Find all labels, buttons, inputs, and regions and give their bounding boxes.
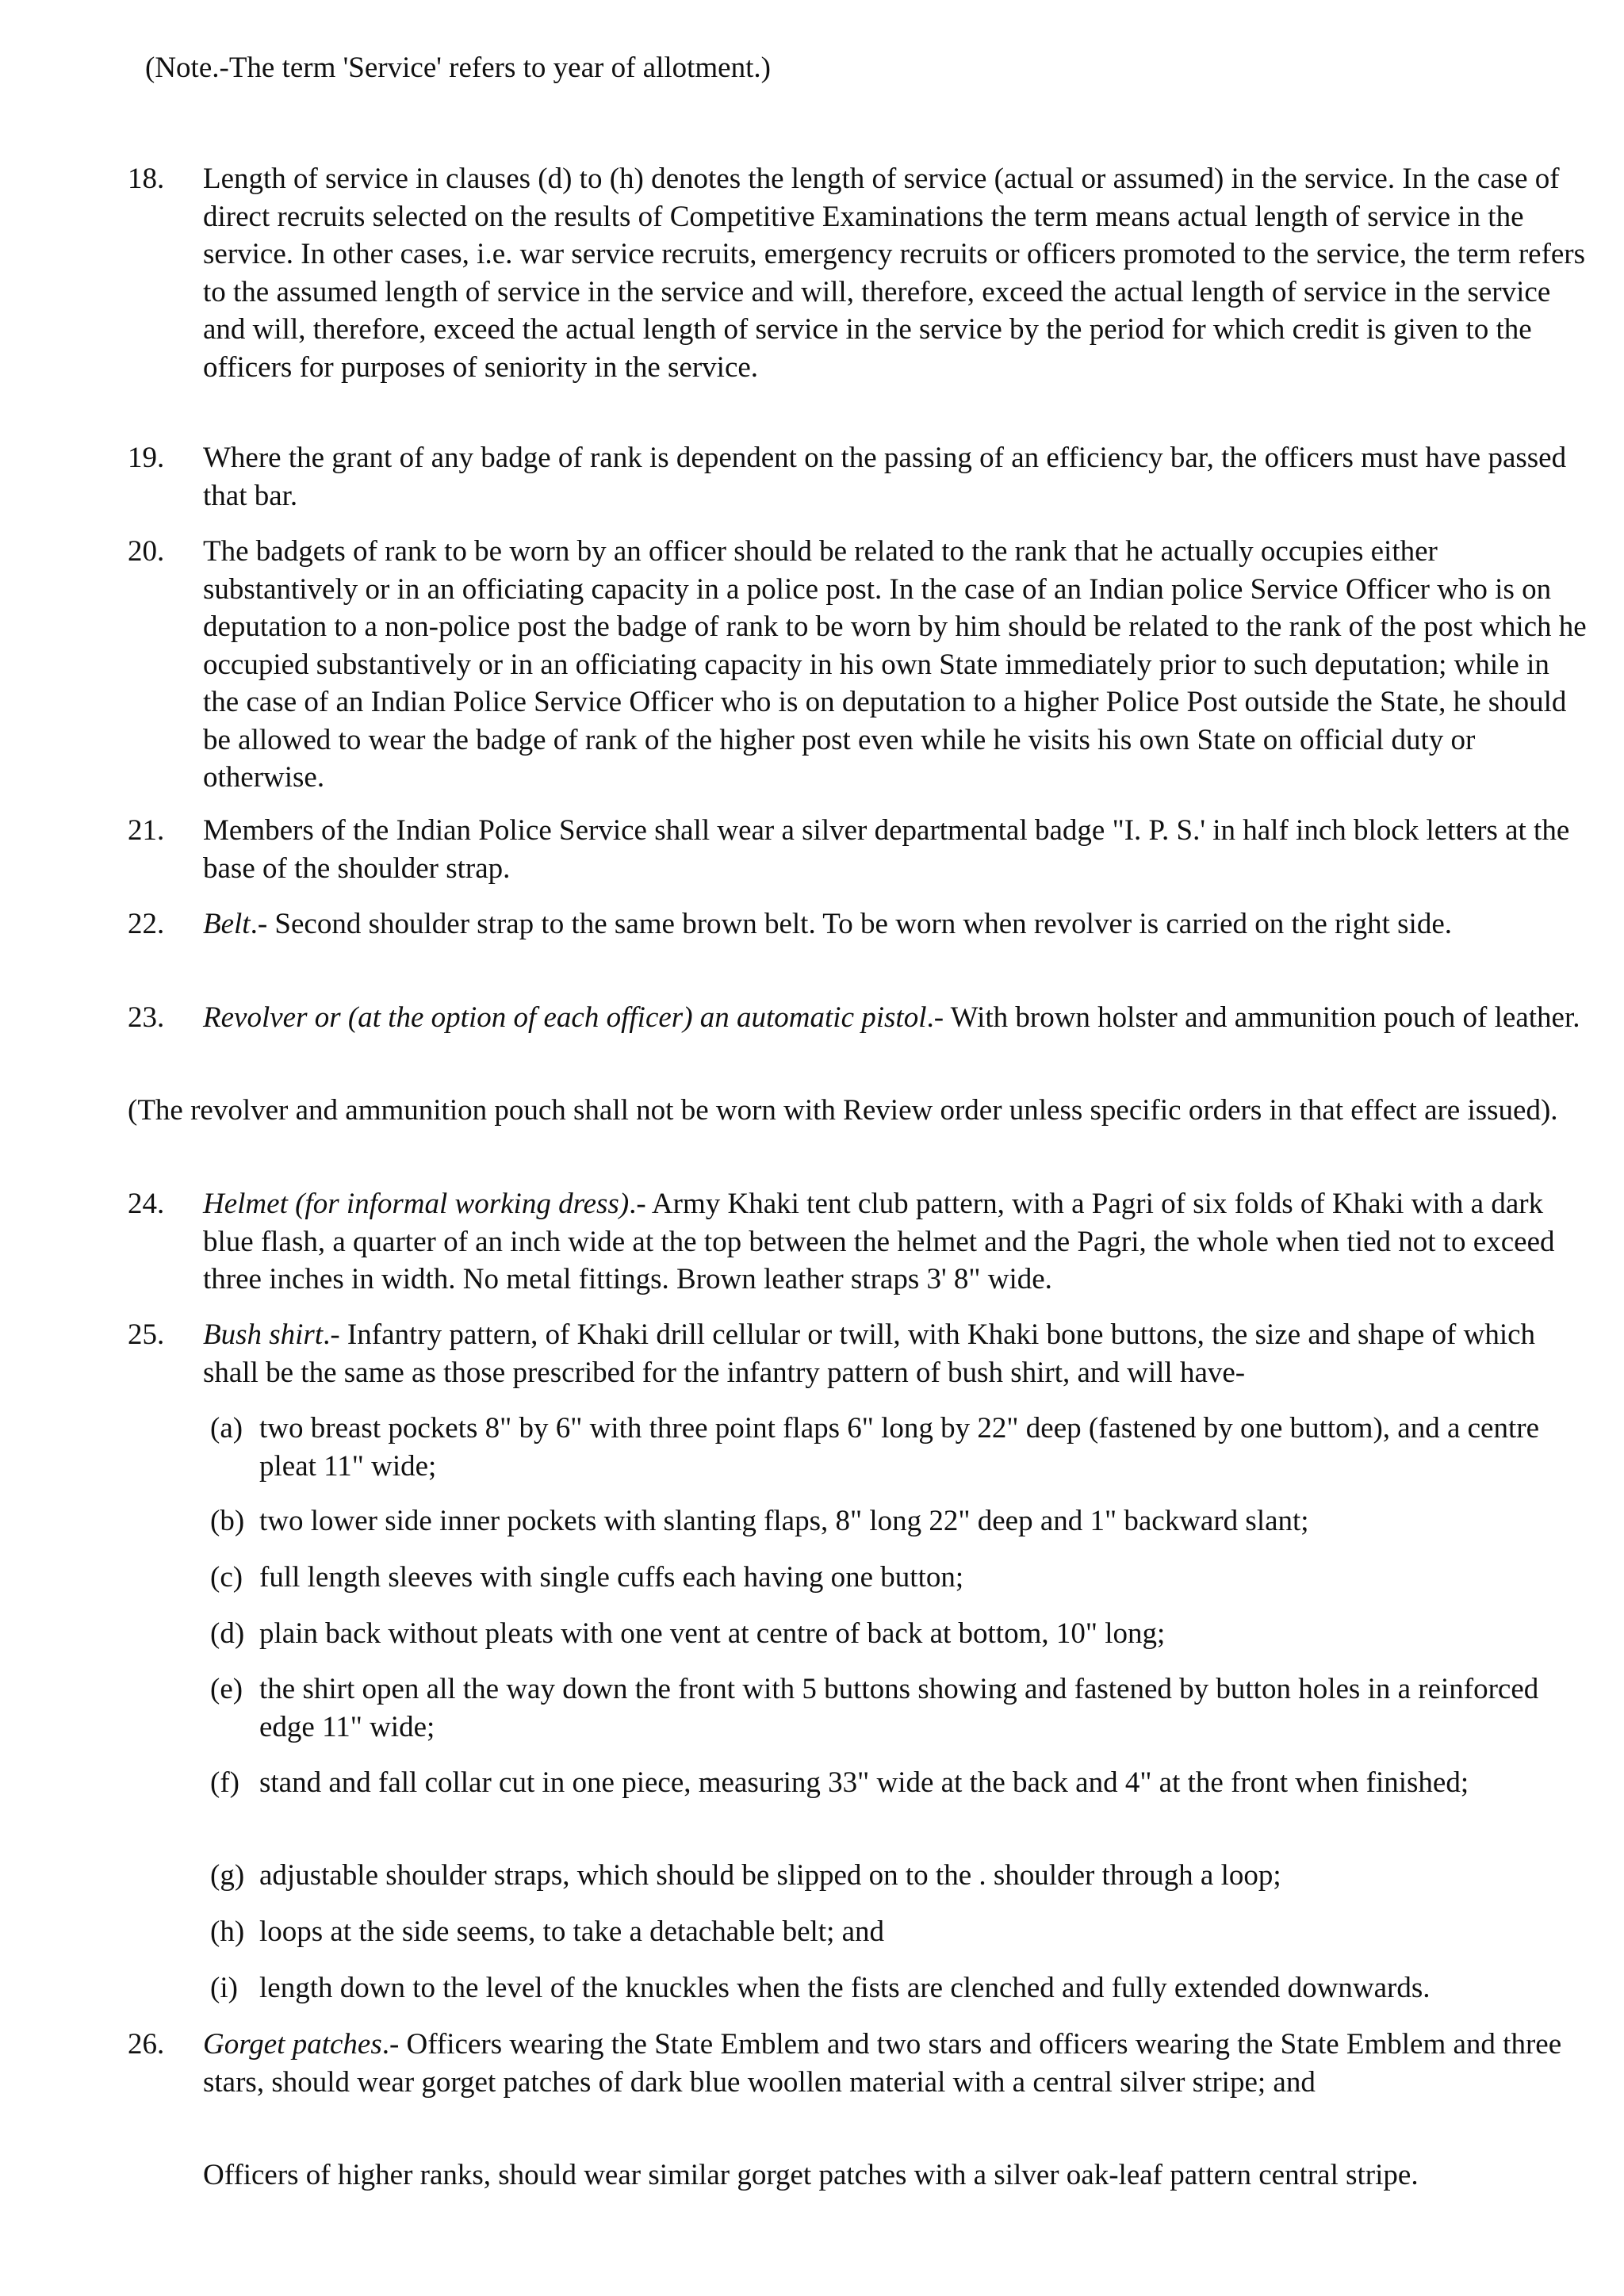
clause-description: .- Infantry pattern, of Khaki drill cellular or twill, with Khaki bone buttons, the size and shape of which shall be the same as those prescribed for the infantry pattern of bush shirt, and will have- xyxy=(203,1318,1536,1389)
subclause-c xyxy=(210,1559,1587,1597)
clause-number: 18. xyxy=(128,163,165,195)
clause-25 xyxy=(128,1316,1587,1391)
clause-title: Belt xyxy=(203,908,251,940)
subclause-h xyxy=(210,1913,1587,1951)
subclause-text: plain back without pleats with one vent at centre of back at bottom, 10" long; xyxy=(259,1617,1166,1650)
clause-21 xyxy=(128,812,1587,887)
clause-title: Bush shirt xyxy=(203,1318,324,1351)
clause-number: 20. xyxy=(128,535,165,568)
clause-23 xyxy=(128,999,1587,1037)
closing-paragraph: Officers of higher ranks, should wear similar gorget patches with a silver oak-leaf pattern central stripe. xyxy=(203,2159,1419,2191)
clause-text xyxy=(203,1316,1587,1391)
clause-19 xyxy=(128,439,1587,515)
clause-text: Length of service in clauses (d) to (h) denotes the length of service (actual or assumed) in the service. In the case of direct recruits selected on the results of Competitive Examinations the term means actual length of service in the service. In other cases, i.e. war service recruits, emergency recruits or officers promoted to the service, the term refers to the assumed length of service in the service and will, therefore, exceed the actual length of service in the service and will, therefore, exceed the actual length of service in the service by the period for which credit is given to the officers for purposes of seniority in the service. xyxy=(203,163,1586,384)
clause-number: 19. xyxy=(128,442,165,474)
subclause-text: the shirt open all the way down the front with 5 buttons showing and fastened by button holes in a reinforced edge 11" wide; xyxy=(259,1673,1539,1743)
subclause-e xyxy=(210,1670,1587,1746)
clause-description: .- Officers wearing the State Emblem and two stars and officers wearing the State Emblem and three stars, should wear gorget patches of dark blue woollen material with a central silver stripe; and xyxy=(203,2028,1562,2099)
clause-text: Where the grant of any badge of rank is dependent on the passing of an efficiency bar, the officers must have passed that bar. xyxy=(203,442,1567,512)
subclause-label: (a) xyxy=(210,1412,243,1445)
clause-description: .- With brown holster and ammunition pouch of leather. xyxy=(926,1001,1580,1034)
subclause-label: (h) xyxy=(210,1915,245,1948)
subclause-label: (i) xyxy=(210,1972,238,2004)
subclause-b xyxy=(210,1502,1587,1540)
clause-text xyxy=(203,1185,1587,1299)
subclause-text: full length sleeves with single cuffs each having one button; xyxy=(259,1561,964,1594)
clause-number: 24. xyxy=(128,1188,165,1220)
clause-description: .- Second shoulder strap to the same brown belt. To be worn when revolver is carried on the right side. xyxy=(250,908,1452,940)
clause-26 xyxy=(128,2026,1587,2101)
clause-number: 22. xyxy=(128,908,165,940)
clause-number: 25. xyxy=(128,1318,165,1351)
subclause-text: length down to the level of the knuckles when the fists are clenched and fully extended downwards. xyxy=(259,1972,1431,2004)
revolver-note: (The revolver and ammunition pouch shall not be worn with Review order unless specific orders in that effect are issued). xyxy=(128,1094,1558,1127)
clause-number: 23. xyxy=(128,1001,165,1034)
subclause-text: loops at the side seems, to take a detachable belt; and xyxy=(259,1915,885,1948)
subclause-text: stand and fall collar cut in one piece, measuring 33" wide at the back and 4" at the front when finished; xyxy=(259,1766,1469,1799)
clause-22 xyxy=(128,905,1587,943)
clause-18 xyxy=(128,160,1587,386)
subclause-label: (d) xyxy=(210,1617,245,1650)
subclause-d xyxy=(210,1615,1587,1653)
clause-text: Members of the Indian Police Service shall wear a silver departmental badge "I. P. S.' in half inch block letters at the base of the shoulder strap. xyxy=(203,814,1570,885)
clause-text: The badgets of rank to be worn by an officer should be related to the rank that he actually occupies either substantively or in an officiating capacity in a police post. In the case of an Indian police Service Officer who is on deputation to a non-police post the badge of rank to be worn by him should be related to the rank of the post which he occupied substantively or in an officiating capacity in his own State immediately prior to such deputation; while in the case of an Indian Police Service Officer who is on deputation to a higher Police Post outside the State, he should be allowed to wear the badge of rank of the higher post even while he visits his own State on official duty or otherwise. xyxy=(203,535,1587,794)
clause-text xyxy=(203,905,1587,943)
clause-number: 21. xyxy=(128,814,165,847)
clause-24 xyxy=(128,1185,1587,1299)
clause-text xyxy=(203,2026,1587,2101)
subclause-f xyxy=(210,1764,1587,1802)
subclause-label: (g) xyxy=(210,1859,245,1892)
clause-title: Gorget patches xyxy=(203,2028,382,2061)
clause-number: 26. xyxy=(128,2028,165,2061)
subclause-label: (c) xyxy=(210,1561,243,1594)
clause-text xyxy=(203,999,1587,1037)
subclause-i xyxy=(210,1969,1587,2007)
clause-20 xyxy=(128,533,1587,797)
clause-title: Revolver or (at the option of each officer) an automatic pistol xyxy=(203,1001,927,1034)
subclause-label: (b) xyxy=(210,1505,245,1537)
clause-description: .- Army Khaki tent club pattern, with a Pagri of six folds of Khaki with a dark blue flash, a quarter of an inch wide at the top between the helmet and the Pagri, the whole when tied not to exceed three inches in width. No metal fittings. Brown leather straps 3' 8" wide. xyxy=(203,1188,1555,1295)
subclause-a xyxy=(210,1410,1587,1485)
clause-title: Helmet (for informal working dress) xyxy=(203,1188,630,1220)
subclause-g xyxy=(210,1857,1587,1895)
subclause-label: (f) xyxy=(210,1766,239,1799)
subclause-text: two lower side inner pockets with slanting flaps, 8" long 22" deep and 1" backward slant; xyxy=(259,1505,1309,1537)
subclause-label: (e) xyxy=(210,1673,243,1705)
subclause-text: adjustable shoulder straps, which should be slipped on to the . shoulder through a loop; xyxy=(259,1859,1281,1892)
subclause-text: two breast pockets 8" by 6" with three point flaps 6" long by 22" deep (fastened by one buttom), and a centre pleat 11" wide; xyxy=(259,1412,1539,1483)
allotment-note: (Note.-The term 'Service' refers to year of allotment.) xyxy=(145,52,771,84)
